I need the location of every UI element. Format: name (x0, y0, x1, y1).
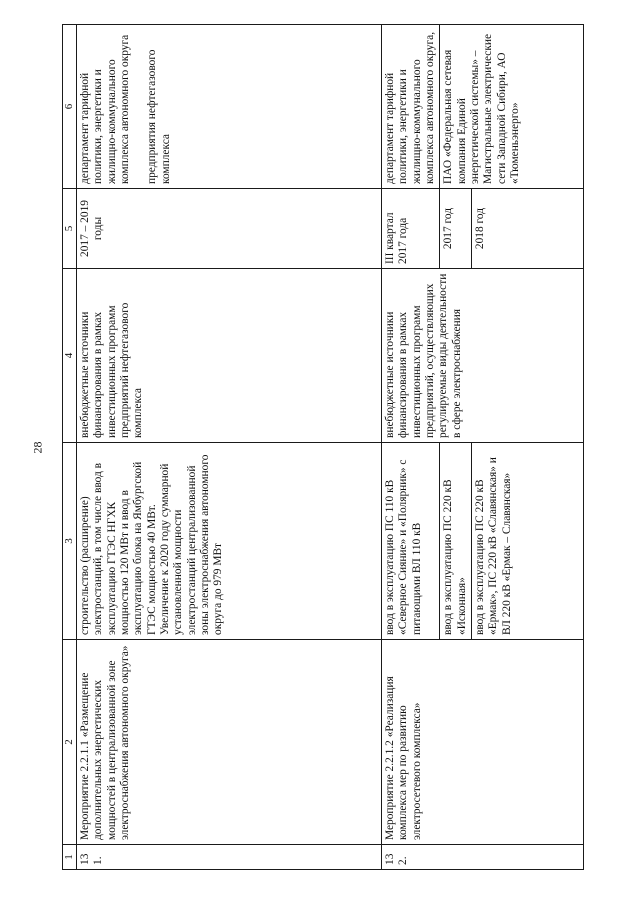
spacer (132, 29, 146, 184)
funding-source-cell: внебюджетные источники финансирования в рамках инвестиционных программ предприятий, осуществляющих регулируемые виды деятельности в сфере электроснабжения (382, 269, 584, 443)
executor-secondary: предприятия нефтегазового комплекса (146, 49, 172, 184)
measures-table (62, 24, 584, 870)
column-header: 2 (63, 640, 77, 845)
sub-period-cell: 2018 год (472, 189, 584, 269)
rotated-table-container (62, 25, 584, 870)
column-header: 1 (63, 845, 77, 870)
action-cell: строительство (расширение) электростанций, в том числе ввод в эксплуатацию ГТЭС НГХК мощностью 120 МВт и ввод в эксплуатацию блока на Ямбургской ГТЭС мощностью 40 МВт. Увеличение к 2020 году суммарной установленной мощности электростанций централизованной зоны электроснабжения автономного округа до 979 МВт (77, 443, 382, 640)
row-number: 132. (382, 845, 584, 870)
sub-period-cell: III квартал 2017 года (382, 189, 440, 269)
column-header: 3 (63, 443, 77, 640)
sub-period-cell: 2017 год (440, 189, 472, 269)
executor-cell-secondary: ПАО «Федеральная сетевая компания Единой энергетической системы» – Магистральные электрические сети Западной Сибири, АО «Тюменьэнерго» (440, 25, 584, 189)
header-row (63, 25, 77, 870)
column-header: 6 (63, 25, 77, 189)
period-cell: 2017 – 2019 годы (77, 189, 382, 269)
executor-primary: департамент тарифной политики, энергетики и жилищно-коммунального комплекса автономного округа (79, 34, 132, 184)
column-header: 5 (63, 189, 77, 269)
sub-action-cell: ввод в эксплуатацию ПС 220 кВ «Ермак», ПС 220 кВ «Славянская» и ВЛ 220 кВ «Ермак – Славянская» (472, 443, 584, 640)
table-row (77, 25, 382, 870)
event-cell: Мероприятие 2.2.1.1 «Размещение дополнительных энергетических мощностей в централизованной зоне электроснабжения автономного округа» (77, 640, 382, 845)
executor-cell (77, 25, 382, 189)
row-number: 131. (77, 845, 382, 870)
table-row (382, 25, 440, 870)
page-number: 28 (30, 441, 45, 454)
sub-action-cell: ввод в эксплуатацию ПС 220 кВ «Исконная» (440, 443, 472, 640)
event-cell: Мероприятие 2.2.1.2 «Реализация комплекса мер по развитию электросетевого комплекса» (382, 640, 584, 845)
sub-action-cell: ввод в эксплуатацию ПС 110 кВ «Северное Сияние» и «Полярник» с питающими ВЛ 110 кВ (382, 443, 440, 640)
funding-source-cell: внебюджетные источники финансирования в рамках инвестиционных программ предприятий нефтегазового комплекса (77, 269, 382, 443)
executor-cell-primary: департамент тарифной политики, энергетики и жилищно-коммунального комплекса автономного округа, (382, 25, 440, 189)
column-header: 4 (63, 269, 77, 443)
